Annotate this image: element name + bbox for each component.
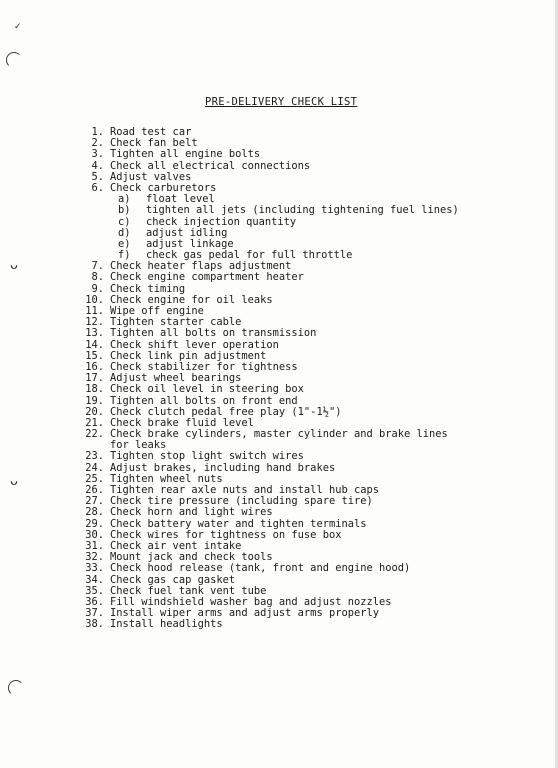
- item-text: Check oil level in steering box: [110, 383, 304, 396]
- item-number: 35.: [85, 584, 104, 597]
- item-text: Check fan belt: [110, 137, 198, 150]
- item-number: 8.: [91, 271, 104, 284]
- item-number: 37.: [85, 607, 104, 620]
- item-text: Check wires for tightness on fuse box: [110, 528, 342, 541]
- item-text: Check battery water and tighten terminals: [110, 517, 367, 530]
- item-number: 1.: [91, 126, 104, 138]
- item-text: Road test car: [110, 126, 192, 138]
- punch-hole-mark-top: [6, 52, 22, 68]
- item-number: 9.: [91, 282, 104, 295]
- item-text: Check timing: [110, 282, 186, 295]
- item-text: Adjust valves: [110, 170, 192, 183]
- item-number: 12.: [85, 316, 104, 329]
- item-number: 24.: [85, 461, 104, 474]
- punch-hole-mark-lower: ᴗ: [10, 474, 18, 489]
- item-number: 13.: [85, 327, 104, 340]
- item-number: 33.: [85, 562, 104, 575]
- punch-hole-mark-bottom: [8, 680, 24, 696]
- item-number: 2.: [91, 137, 104, 150]
- item-text: check injection quantity: [146, 215, 297, 228]
- item-text: Check tire pressure (including spare tire): [110, 495, 373, 508]
- item-text: Check engine compartment heater: [110, 271, 304, 284]
- item-number: 27.: [85, 495, 104, 508]
- item-text: adjust linkage: [146, 237, 234, 250]
- item-number: 16.: [85, 360, 104, 373]
- item-text: Check carburetors: [110, 181, 217, 194]
- item-text: tighten all jets (including tightening fuel lines): [146, 204, 459, 217]
- item-text: Check brake fluid level: [110, 416, 254, 429]
- item-text: adjust idling: [146, 226, 228, 239]
- item-text: Tighten all bolts on front end: [110, 394, 298, 407]
- item-text: Wipe off engine: [110, 305, 204, 317]
- document-title: PRE-DELIVERY CHECK LIST: [205, 96, 358, 108]
- item-text: Adjust brakes, including hand brakes: [110, 461, 336, 474]
- item-text: Tighten all engine bolts: [110, 148, 261, 161]
- item-number: 22.: [85, 428, 104, 441]
- item-text: Check all electrical connections: [110, 159, 311, 172]
- item-text: Check hood release (tank, front and engine hood): [110, 562, 411, 575]
- item-number: 15.: [85, 349, 104, 362]
- item-text: Check air vent intake: [110, 539, 242, 552]
- item-number: 14.: [85, 338, 104, 351]
- item-number: 17.: [85, 372, 104, 385]
- item-text: Check engine for oil leaks: [110, 293, 273, 306]
- item-text: Tighten wheel nuts: [110, 472, 223, 485]
- punch-hole-mark-middle: ᴗ: [10, 258, 18, 273]
- item-text: float level: [146, 193, 215, 206]
- item-number: 10.: [85, 293, 104, 306]
- item-text: Fill windshield washer bag and adjust nozzles: [110, 595, 392, 608]
- subitem-letter: d): [118, 226, 131, 239]
- item-text: Check shift lever operation: [110, 338, 279, 351]
- item-text: Tighten all bolts on transmission: [110, 327, 317, 340]
- item-number: 36.: [85, 595, 104, 608]
- item-text: Mount jack and check tools: [110, 551, 273, 564]
- item-text: Check heater flaps adjustment: [110, 260, 292, 273]
- item-text: Check fuel tank vent tube: [110, 584, 267, 597]
- item-text: Tighten stop light switch wires: [110, 450, 304, 463]
- item-text: Adjust wheel bearings: [110, 372, 242, 385]
- item-number: 20.: [85, 405, 104, 418]
- item-number: 11.: [85, 305, 104, 317]
- item-text: check gas pedal for full throttle: [146, 249, 353, 262]
- item-number: 25.: [85, 472, 104, 485]
- item-number: 30.: [85, 528, 104, 541]
- item-text: Install wiper arms and adjust arms properly: [110, 607, 379, 620]
- item-number: 31.: [85, 539, 104, 552]
- item-number: 28.: [85, 506, 104, 519]
- subitem-letter: a): [118, 193, 131, 206]
- item-number: 3.: [91, 148, 104, 161]
- scan-mark-top-left: ✓: [14, 22, 22, 32]
- item-text: Check stabilizer for tightness: [110, 360, 298, 373]
- item-text: Check gas cap gasket: [110, 573, 236, 586]
- subitem-letter: e): [118, 237, 131, 250]
- item-number: 32.: [85, 551, 104, 564]
- item-number: 21.: [85, 416, 104, 429]
- item-text: Check horn and light wires: [110, 506, 273, 519]
- item-number: 6.: [91, 181, 104, 194]
- item-number: 19.: [85, 394, 104, 407]
- subitem-letter: f): [118, 249, 131, 262]
- item-text: Check clutch pedal free play (1"-1½"): [110, 405, 342, 418]
- item-number: 26.: [85, 484, 104, 496]
- subitem-letter: c): [118, 215, 131, 228]
- item-number: 4.: [91, 159, 104, 172]
- item-text: Install headlights: [110, 618, 223, 631]
- item-number: 29.: [85, 517, 104, 530]
- item-number: 38.: [85, 618, 104, 631]
- item-number: 18.: [85, 383, 104, 396]
- item-number: 34.: [85, 573, 104, 586]
- item-text: Check link pin adjustment: [110, 349, 267, 362]
- subitem-letter: b): [118, 204, 131, 217]
- item-text: for leaks: [110, 439, 167, 452]
- item-number: 5.: [91, 170, 104, 183]
- item-text: Tighten rear axle nuts and install hub caps: [110, 484, 379, 496]
- item-text: Check brake cylinders, master cylinder and brake lines: [110, 428, 448, 441]
- item-number: 7.: [91, 260, 104, 273]
- item-number: 23.: [85, 450, 104, 463]
- item-text: Tighten starter cable: [110, 316, 242, 329]
